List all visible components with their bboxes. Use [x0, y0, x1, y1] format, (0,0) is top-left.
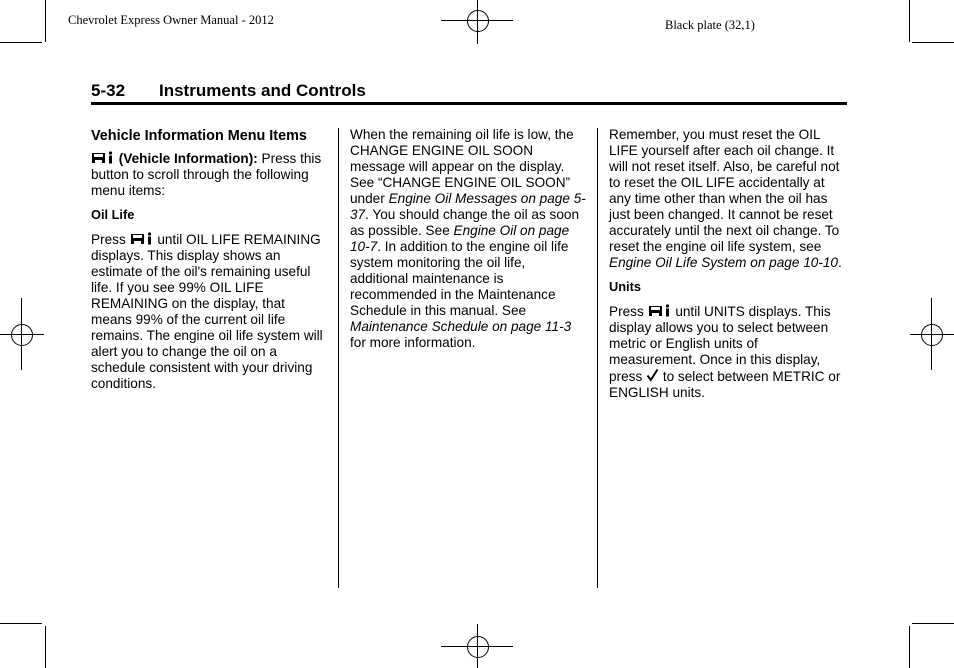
vehicle-information-icon: [91, 151, 115, 164]
section-title: Instruments and Controls: [159, 81, 366, 100]
crop-mark: [45, 626, 46, 668]
column-3: [609, 127, 845, 409]
intro-paragraph: [91, 151, 323, 199]
units-press-label: Press: [609, 304, 644, 319]
section-number: 5-32: [91, 81, 126, 100]
vehicle-information-icon: [648, 304, 672, 317]
column-1: [91, 127, 323, 400]
text-segment: Remember, you must reset the OIL LIFE yourself after each oil change. It will not reset itself. Also, be careful not to reset the OIL LIFE accidentally at any time other than when the oil has just been changed. It cannot be reset accurately until the next oil change. To reset the engine oil life system, see: [609, 127, 840, 254]
oil-change-paragraph: [350, 127, 586, 351]
title-rule: [91, 102, 847, 105]
menu-items-heading: Vehicle Information Menu Items: [91, 128, 307, 144]
vehicle-information-icon: [130, 232, 154, 245]
column-divider: [597, 128, 598, 588]
oil-life-text: until OIL LIFE REMAINING displays. This display shows an estimate of the oil's remaining useful life. If you see 99% OIL LIFE REMAINING on the display, that means 99% of the current oil life remains. The engine oil life system will alert you to change the oil on a schedule consistent with your driving conditions.: [91, 232, 323, 391]
crop-mark: [0, 42, 42, 43]
cross-reference-link[interactable]: Maintenance Schedule on page 11-3: [350, 319, 572, 334]
intro-text: Press this button to scroll through the following menu items:: [91, 151, 322, 198]
text-segment: .: [837, 255, 842, 270]
units-text: until UNITS displays. This display allows you to select between metric or English units of measurement. Once in this display, press: [609, 304, 831, 384]
cross-reference-link[interactable]: Engine Oil Life System on page 10-10: [609, 255, 838, 270]
text-segment: for more information.: [350, 335, 476, 350]
reset-paragraph: [609, 127, 845, 271]
units-text-end: to select between METRIC or ENGLISH units.: [609, 369, 841, 400]
crop-mark: [912, 42, 954, 43]
registration-mark-right: [910, 298, 954, 370]
header-manual-title: Chevrolet Express Owner Manual - 2012: [68, 13, 274, 27]
oil-press-label: Press: [91, 232, 126, 247]
units-paragraph: [609, 304, 845, 401]
column-divider: [338, 128, 339, 588]
crop-mark: [909, 626, 910, 668]
oil-life-paragraph: [91, 232, 323, 392]
cross-reference-link[interactable]: Engine Oil on page 10-7: [350, 223, 570, 254]
cross-reference-link[interactable]: Engine Oil Messages on page 5-37: [350, 191, 586, 222]
text-segment: . You should change the oil as soon as possible. See: [350, 207, 580, 238]
registration-mark-bottom: [441, 624, 513, 668]
text-segment: . In addition to the engine oil life system monitoring the oil life, additional maintenance is recommended in the Maintenance Schedule in this manual. See: [350, 239, 569, 318]
units-heading: Units: [609, 279, 641, 294]
oil-life-heading: Oil Life: [91, 207, 135, 222]
checkmark-icon: [646, 368, 659, 382]
column-2: [350, 127, 586, 359]
crop-mark: [909, 0, 910, 42]
crop-mark: [912, 623, 954, 624]
registration-mark-top: [441, 0, 513, 44]
header-plate-info: Black plate (32,1): [665, 18, 755, 32]
crop-mark: [45, 0, 46, 42]
text-segment: When the remaining oil life is low, the CHANGE ENGINE OIL SOON message will appear on the display. See “CHANGE ENGINE OIL SOON” under: [350, 127, 574, 206]
intro-label: (Vehicle Information):: [118, 151, 258, 166]
registration-mark-left: [0, 298, 44, 370]
crop-mark: [0, 623, 42, 624]
